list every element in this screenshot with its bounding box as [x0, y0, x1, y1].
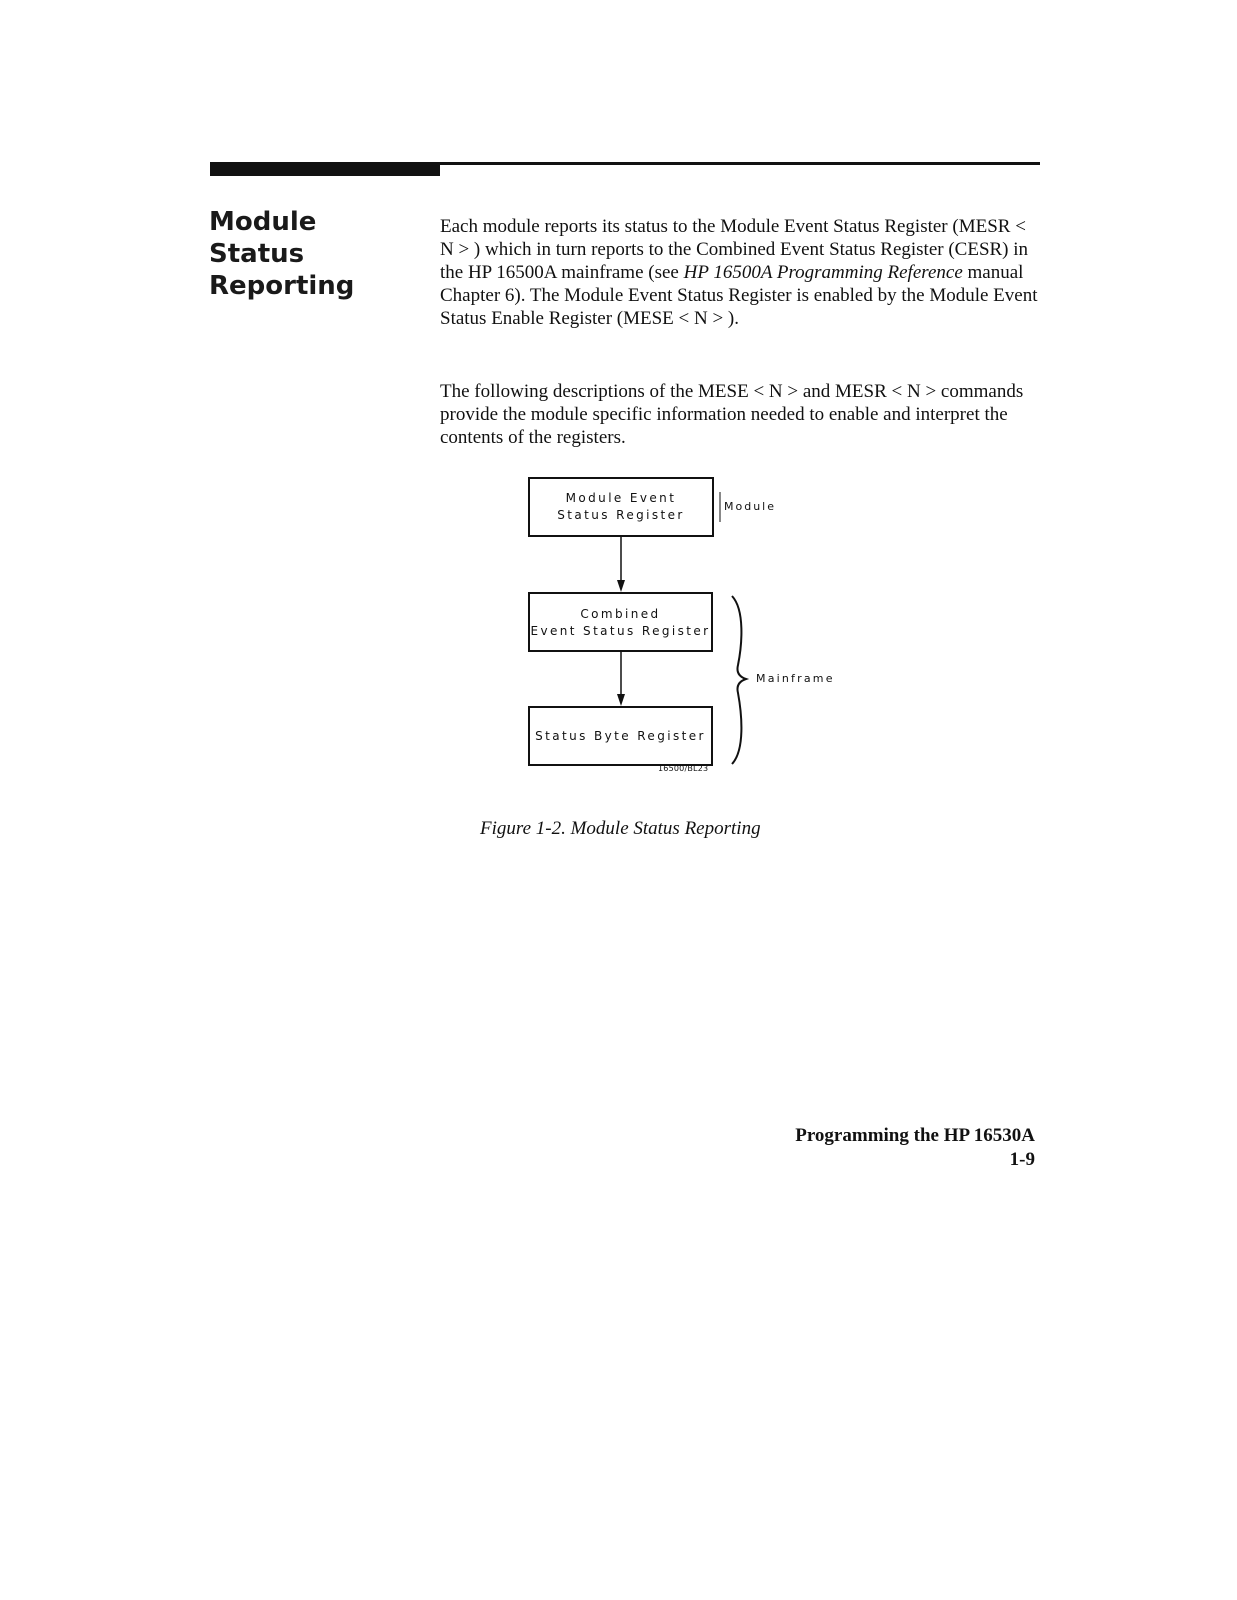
paragraph-1-text-a: Each module reports its status to the Module Event Status Register (MESR < N > ) which in turn reports to the Combined Event Status Register (CESR) in the HP 16500A mainframe (see [440, 216, 1029, 283]
page-number: 1-9 [1009, 1149, 1035, 1170]
box2-label-line2: Event Status Register [530, 624, 711, 638]
box3-label: Status Byte Register [535, 729, 706, 743]
arrow-1-head [617, 580, 625, 592]
arrow-2-head [617, 694, 625, 706]
section-title [209, 206, 419, 302]
reference-title: HP 16500A Programming Reference [683, 262, 963, 283]
page-footer [795, 1124, 1035, 1172]
footer-title: Programming the HP 16530A [795, 1125, 1035, 1146]
header-rule-thick [210, 165, 440, 176]
box2-label-line1: Combined [580, 607, 661, 621]
section-title-line1: Module Status [209, 207, 317, 269]
mainframe-label: Mainframe [756, 672, 835, 685]
mainframe-brace [732, 596, 746, 764]
paragraph-1-text-b: manual Chapter 6). The Module Event Status Register is enabled by the Module Event Status Enable Register (MESE < N > ). [440, 262, 1038, 329]
box1-label-line2: Status Register [557, 508, 685, 522]
paragraph-2: The following descriptions of the MESE < N > and MESR < N > commands provide the module specific information needed to enable and interpret the contents of the registers. [440, 381, 1024, 448]
module-label: Module [724, 500, 776, 513]
box1-label-line1: Module Event [565, 491, 677, 505]
combined-event-status-register-box [529, 593, 712, 651]
paragraph-1 [440, 215, 1040, 330]
status-reporting-diagram [520, 470, 850, 790]
figure-caption: Figure 1-2. Module Status Reporting [480, 818, 761, 839]
section-title-line2: Reporting [209, 271, 355, 301]
figure-code: 16500/BL23 [658, 764, 709, 773]
